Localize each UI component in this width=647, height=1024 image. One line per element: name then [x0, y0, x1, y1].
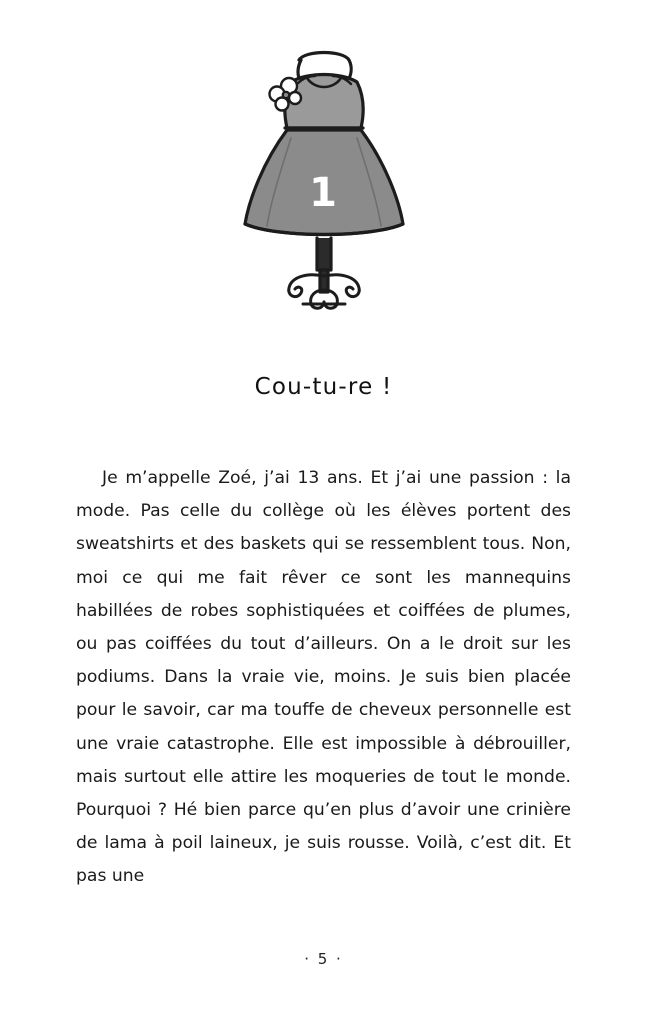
- chapter-title: Cou-tu-re !: [254, 374, 393, 400]
- page-number: · 5 ·: [304, 950, 343, 968]
- chapter-number: 1: [309, 170, 338, 216]
- chapter-illustration: [0, 0, 647, 312]
- body-paragraph: Je m’appelle Zoé, j’ai 13 ans. Et j’ai une passion : la mode. Pas celle du collège où les élèves portent des sweatshirts et des baskets qui se ressemblent tous. Non, moi ce qui me fait rêver ce sont les mannequins habillées de robes sophistiquées et coiffées de plumes, ou pas coiffées du tout d’ailleurs. On a le droit sur les podiums. Dans la vraie vie, moins. Je suis bien placée pour le savoir, car ma touffe de cheveux personnelle est une vraie catastrophe. Elle est impossible à débrouiller, mais surtout elle attire les moqueries de tout le monde. Pourquoi ? Hé bien parce qu’en plus d’avoir une crinière de lama à poil laineux, je suis rousse. Voilà, c’est dit. Et pas une: [76, 468, 571, 887]
- dress-svg: [219, 42, 429, 312]
- body-text: [76, 462, 571, 894]
- dress-illustration: [219, 42, 429, 312]
